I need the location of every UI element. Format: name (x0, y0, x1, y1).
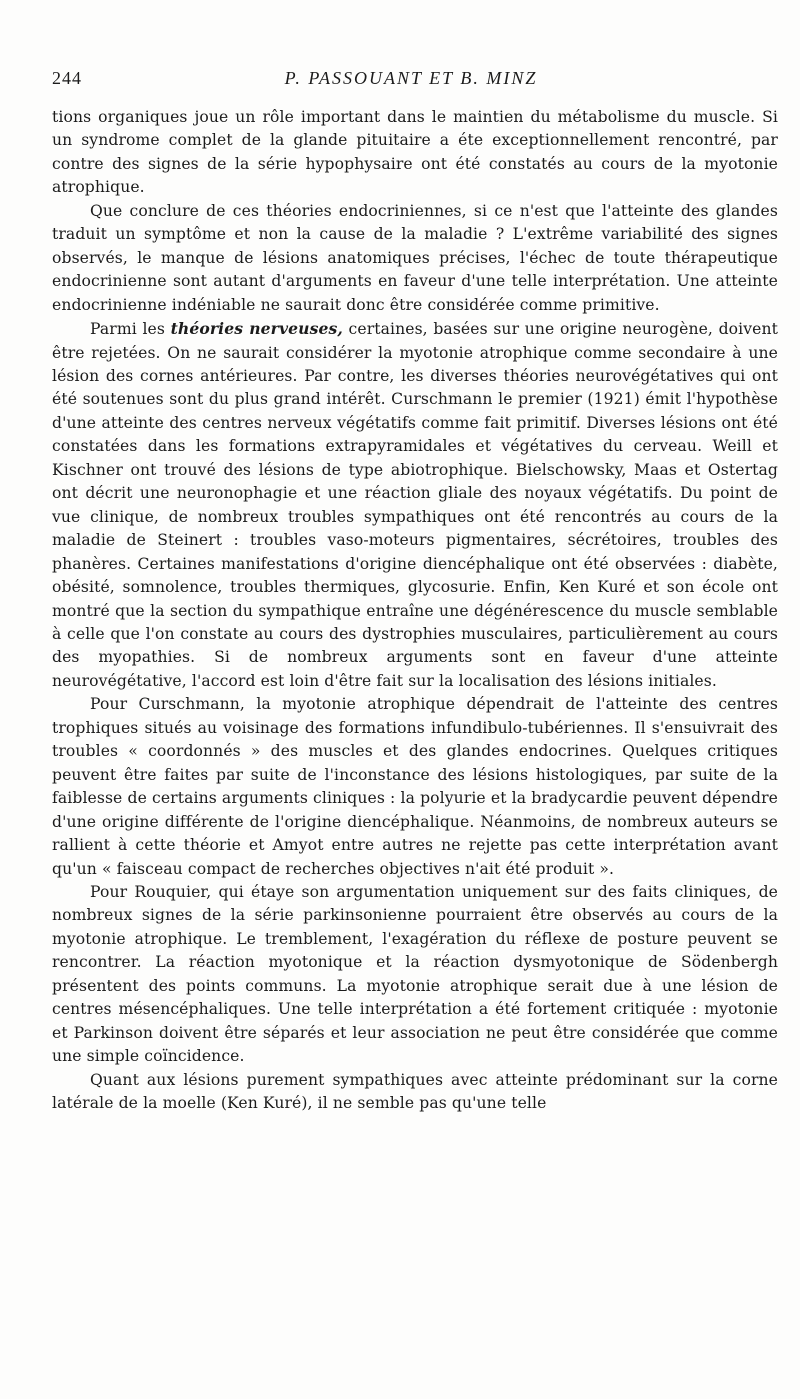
paragraph-endocrine-conclusion: Que conclure de ces théories endocriniennes, si ce n'est que l'atteinte des glandes traduit un symptôme et non la cause de la maladie ? L'extrême variabilité des signes observés, le manque de lésions anatomiques précises, l'échec de toute thérapeutique endocrinienne sont autant d'arguments en faveur d'une telle interprétation. Une atteinte endocrinienne indéniable ne saurait donc être considérée comme primitive. (52, 201, 778, 314)
paragraph-nervous-theories (52, 317, 778, 693)
body-text (52, 106, 778, 1115)
paragraph-sympathetic-lesions: Quant aux lésions purement sympathiques avec atteinte prédominant sur la corne latérale de la moelle (Ken Kuré), il ne semble pas qu'une telle (52, 1070, 778, 1113)
paragraph-rouquier: Pour Rouquier, qui étaye son argumentation uniquement sur des faits cliniques, de nombreux signes de la série parkinsonienne pourraient être observés au cours de la myotonie atrophique. Le tremblement, l'exagération du réflexe de posture peuvent se rencontrer. La réaction myotonique et la réaction dysmyotonique de Södenbergh présentent des points communs. La myotonie atrophique serait due à une lésion de centres mésencéphaliques. Une telle interprétation a été fortement critiquée : myotonie et Parkinson doivent être séparés et leur association ne peut être considérée que comme une simple coïncidence. (52, 882, 778, 1066)
paragraph-curschmann: Pour Curschmann, la myotonie atrophique dépendrait de l'atteinte des centres trophiques situés au voisinage des formations infundibulo-tubériennes. Il s'ensuivrait des troubles « coordonnés » des muscles et des glandes endocrines. Quelques critiques peuvent être faites par suite de l'inconstance des lésions histologiques, par suite de la faiblesse de certains arguments cliniques : la polyurie et la bradycardie peuvent dépendre d'une origine différente de l'origine diencéphalique. Néanmoins, de nombreux auteurs se rallient à cette théorie et Amyot entre autres ne rejette pas cette interprétation avant qu'un « faisceau compact de recherches objectives n'ait été produit ». (52, 695, 778, 878)
paragraph-text-lead: Parmi les (90, 320, 171, 339)
paragraph-text-rest: certaines, basées sur une origine neurogène, doivent être rejetées. On ne saurait considérer la myotonie atrophique comme secondaire à une lésion des cornes antérieures. Par contre, les diverses théories neurovégétatives qui ont été soutenues sont du plus grand intérêt. Curschmann le premier (1921) émit l'hypothèse d'une atteinte des centres nerveux végétatifs comme fait primitif. Diverses lésions ont été constatées dans les formations extrapyramidales et végétatives du cerveau. Weill et Kischner ont trouvé des lésions de type abiotrophique. Bielschowsky, Maas et Ostertag ont décrit une neuronophagie et une réaction gliale des noyaux végétatifs. Du point de vue clinique, de nombreux troubles sympathiques ont été rencontrés au cours de la maladie de Steinert : troubles vaso-moteurs pigmentaires, sécrétoires, troubles des phanères. Certaines manifestations d'origine diencéphalique ont été observées : diabète, obésité, somnolence, troubles thermiques, glycosurie. Enfin, Ken Kuré et son école ont montré que la section du sympathique entraîne une dégénérescence du muscle semblable à celle que l'on constate au cours des dystrophies musculaires, particulièrement au cours des myopathies. Si de nombreux arguments sont en faveur d'une atteinte neurovégétative, l'accord est loin d'être fait sur la localisation des lésions initiales. (52, 320, 779, 690)
paragraph-continuation: tions organiques joue un rôle important dans le maintien du métabolisme du muscle. Si un syndrome complet de la glande pituitaire a éte exceptionnellement rencontré, par contre des signes de la série hypophysaire ont été constatés au cours de la myotonie atrophique. (52, 108, 778, 197)
running-title: P. PASSOUANT ET B. MINZ (284, 68, 538, 88)
page-header (52, 68, 770, 96)
emphasis-nervous-theories: théories nerveuses, (170, 319, 343, 339)
page-number: 244 (52, 68, 82, 88)
